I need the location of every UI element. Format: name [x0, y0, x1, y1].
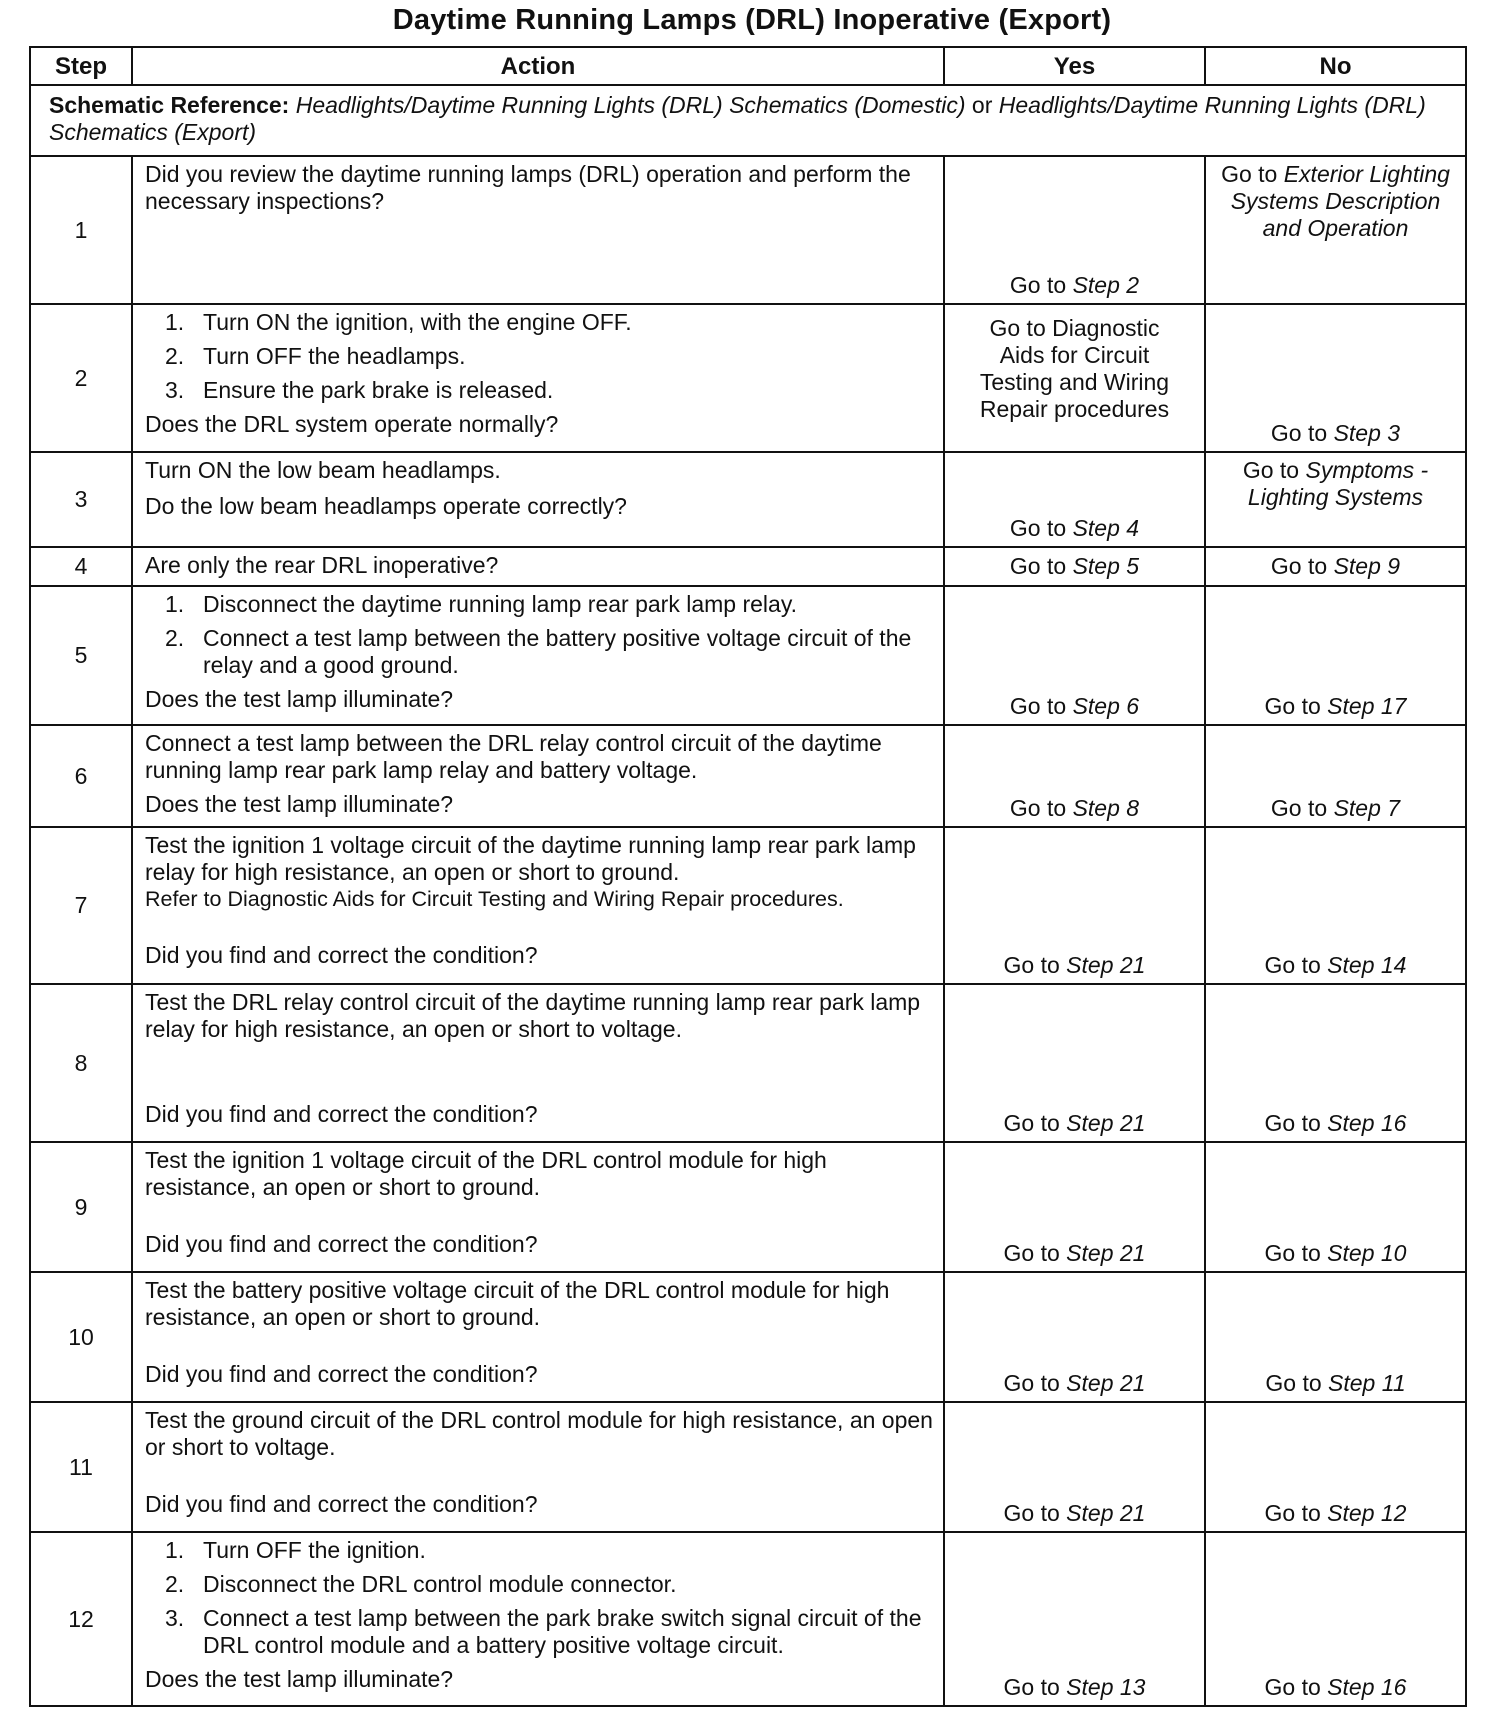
no-cell: Go to Step 3 — [1205, 304, 1466, 452]
action-cell: 1. Disconnect the daytime running lamp rear park lamp relay. 2. Connect a test lamp between the battery positive voltage circuit of the relay and a good ground. Does the test lamp illuminate? — [132, 586, 944, 725]
no-cell: Go to Step 16 — [1205, 1532, 1466, 1706]
step-number: 3 — [30, 452, 132, 547]
table-row — [30, 984, 1466, 1142]
step-number: 9 — [30, 1142, 132, 1272]
yes-cell: Go to Step 21 — [944, 1402, 1205, 1532]
step-number: 1 — [30, 156, 132, 304]
step-number: 8 — [30, 984, 132, 1142]
table-row — [30, 1402, 1466, 1532]
no-cell: Go to Step 12 — [1205, 1402, 1466, 1532]
step-number: 4 — [30, 547, 132, 586]
action-cell: Test the DRL relay control circuit of the daytime running lamp rear park lamp relay for high resistance, an open or short to voltage. Did you find and correct the condition? — [132, 984, 944, 1142]
table-row — [30, 1532, 1466, 1706]
step-number: 11 — [30, 1402, 132, 1532]
schematic-link-export: Headlights/Daytime Running Lights (DRL) Schematics (Export) — [49, 92, 1426, 145]
no-cell: Go to Step 16 — [1205, 984, 1466, 1142]
yes-cell: Go to Step 8 — [944, 725, 1205, 827]
schematic-link-domestic: Headlights/Daytime Running Lights (DRL) Schematics (Domestic) — [295, 92, 966, 118]
diagnostic-table — [29, 46, 1467, 1707]
action-cell: Did you review the daytime running lamps (DRL) operation and perform the necessary inspections? — [132, 156, 944, 304]
action-cell: Test the ignition 1 voltage circuit of the DRL control module for high resistance, an open or short to ground. Did you find and correct the condition? — [132, 1142, 944, 1272]
yes-cell: Go to Step 2 — [944, 156, 1205, 304]
action-cell: 1. Turn OFF the ignition. 2. Disconnect the DRL control module connector. 3. Connect a test lamp between the park brake switch signal circuit of the DRL control module and a battery positive voltage circuit. Does the test lamp illuminate? — [132, 1532, 944, 1706]
action-cell: Are only the rear DRL inoperative? — [132, 547, 944, 586]
yes-cell: Go to Step 4 — [944, 452, 1205, 547]
yes-cell: Go to Step 21 — [944, 1272, 1205, 1402]
table-row — [30, 1272, 1466, 1402]
no-cell: Go to Step 7 — [1205, 725, 1466, 827]
table-row — [30, 452, 1466, 547]
step-number: 5 — [30, 586, 132, 725]
header-step: Step — [30, 47, 132, 85]
header-yes: Yes — [944, 47, 1205, 85]
table-row — [30, 827, 1466, 984]
yes-cell: Go to Diagnostic Aids for Circuit Testing and Wiring Repair procedures — [944, 304, 1205, 452]
no-cell: Go to Step 10 — [1205, 1142, 1466, 1272]
table-row — [30, 547, 1466, 586]
header-action: Action — [132, 47, 944, 85]
step-number: 12 — [30, 1532, 132, 1706]
table-row — [30, 586, 1466, 725]
yes-cell: Go to Step 6 — [944, 586, 1205, 725]
page-title: Daytime Running Lamps (DRL) Inoperative (Export) — [392, 4, 1112, 36]
no-cell: Go to Step 9 — [1205, 547, 1466, 586]
action-cell: Turn ON the low beam headlamps. Do the low beam headlamps operate correctly? — [132, 452, 944, 547]
yes-cell: Go to Step 21 — [944, 984, 1205, 1142]
no-cell: Go to Symptoms - Lighting Systems — [1205, 452, 1466, 547]
yes-cell: Go to Step 21 — [944, 1142, 1205, 1272]
yes-cell: Go to Step 13 — [944, 1532, 1205, 1706]
step-number: 2 — [30, 304, 132, 452]
action-cell: Test the ignition 1 voltage circuit of the daytime running lamp rear park lamp relay for high resistance, an open or short to ground. Refer to Diagnostic Aids for Circuit Testing and Wiring Repair procedures. Did you find and correct the condition? — [132, 827, 944, 984]
table-row — [30, 304, 1466, 452]
action-cell: Test the ground circuit of the DRL control module for high resistance, an open or short to voltage. Did you find and correct the condition? — [132, 1402, 944, 1532]
step-number: 6 — [30, 725, 132, 827]
step-number: 10 — [30, 1272, 132, 1402]
yes-cell: Go to Step 5 — [944, 547, 1205, 586]
no-cell: Go to Exterior Lighting Systems Description and Operation — [1205, 156, 1466, 304]
yes-cell: Go to Step 21 — [944, 827, 1205, 984]
table-row — [30, 1142, 1466, 1272]
header-no: No — [1205, 47, 1466, 85]
no-cell: Go to Step 14 — [1205, 827, 1466, 984]
no-cell: Go to Step 17 — [1205, 586, 1466, 725]
schematic-reference-row — [30, 85, 1466, 156]
table-header-row — [30, 47, 1466, 85]
schematic-reference: Schematic Reference: Headlights/Daytime Running Lights (DRL) Schematics (Domestic) or Headlights/Daytime Running Lights (DRL) Schematics (Export) — [30, 85, 1466, 156]
table-row — [30, 156, 1466, 304]
action-cell: Connect a test lamp between the DRL relay control circuit of the daytime running lamp rear park lamp relay and battery voltage. Does the test lamp illuminate? — [132, 725, 944, 827]
no-cell: Go to Step 11 — [1205, 1272, 1466, 1402]
table-row — [30, 725, 1466, 827]
step-number: 7 — [30, 827, 132, 984]
action-cell: Test the battery positive voltage circuit of the DRL control module for high resistance, an open or short to ground. Did you find and correct the condition? — [132, 1272, 944, 1402]
action-cell: 1. Turn ON the ignition, with the engine OFF. 2. Turn OFF the headlamps. 3. Ensure the park brake is released. Does the DRL system operate normally? — [132, 304, 944, 452]
